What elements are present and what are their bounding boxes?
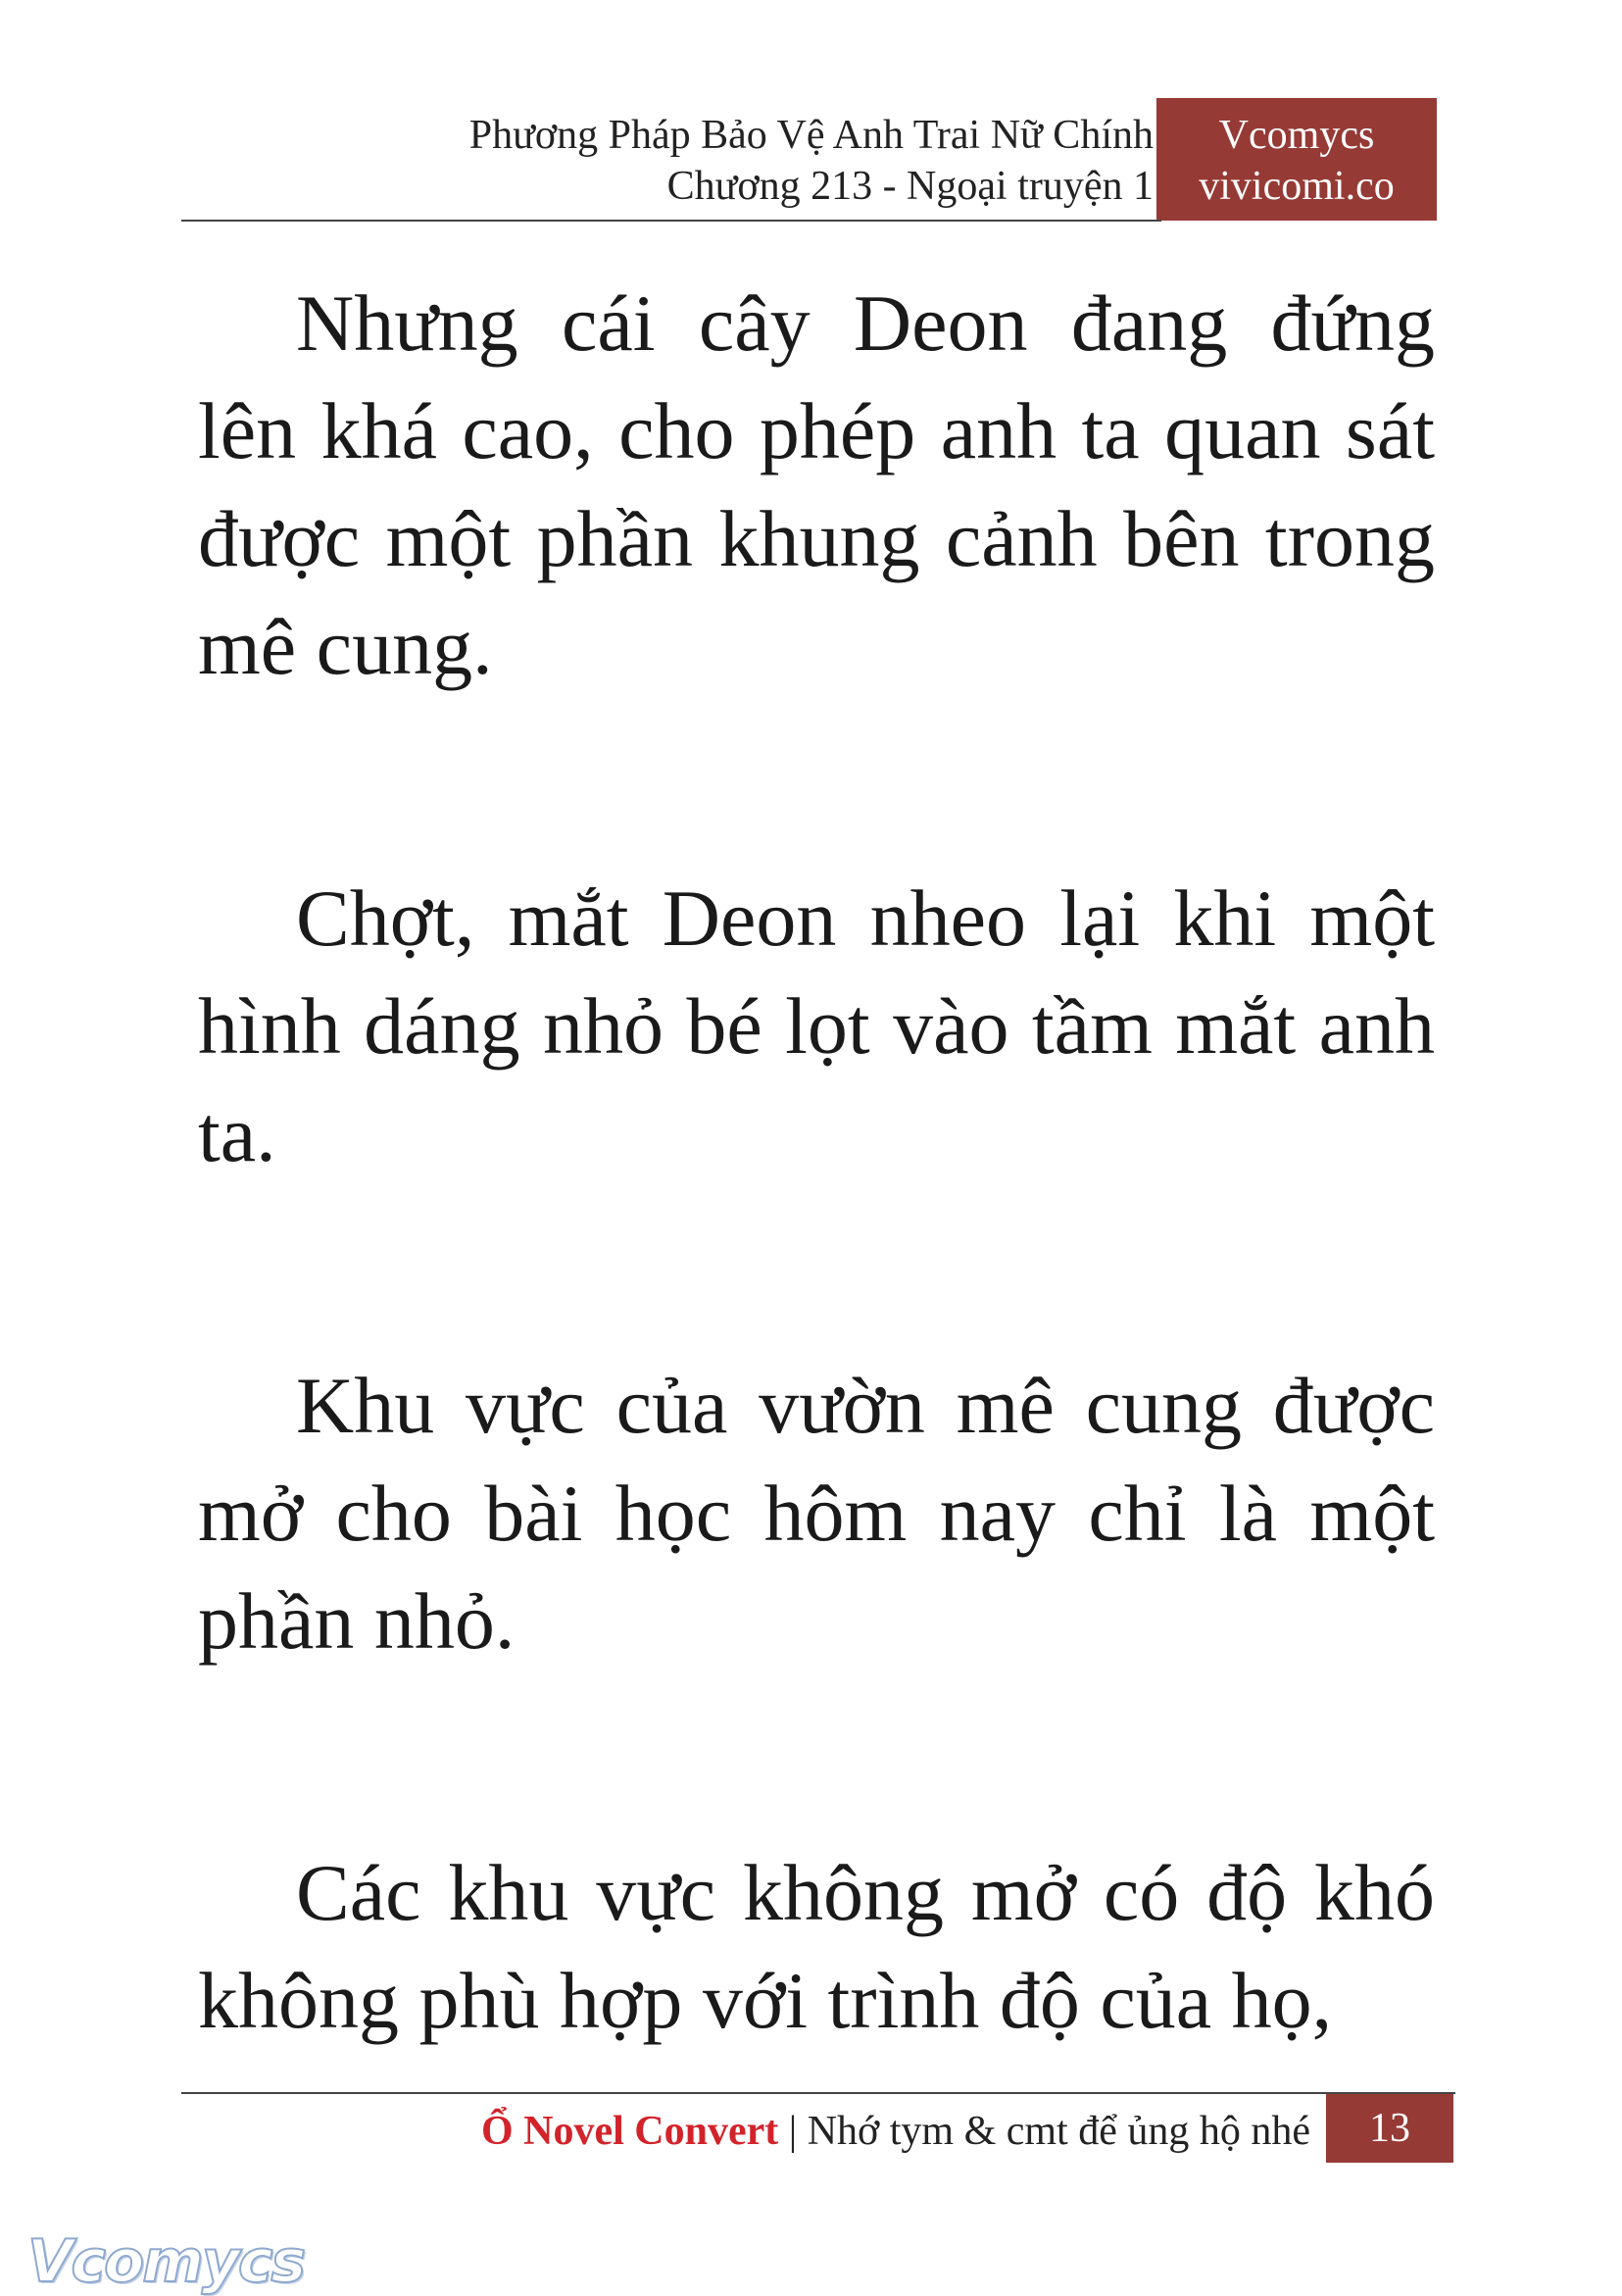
badge-site-name: Vcomycs [1218, 113, 1375, 158]
header-text [469, 110, 1154, 212]
paragraph-2: Chợt, mắt Deon nheo lại khi một hình dáng nhỏ bé lọt vào tầm mắt anh ta. [198, 873, 1435, 1178]
page-body [198, 270, 1435, 2219]
footer-message: Nhớ tym & cmt để ủng hộ nhé [807, 2109, 1310, 2154]
footer-brand: Ổ Novel Convert [480, 2109, 779, 2154]
footer-separator: | [778, 2109, 808, 2154]
page-number: 13 [1326, 2094, 1453, 2163]
paragraph-4: Các khu vực không mở có độ khó không phù hợp với trình độ của họ, [198, 1848, 1435, 2045]
footer-divider [181, 2092, 1455, 2094]
paragraph-3: Khu vực của vườn mê cung được mở cho bài học hôm nay chỉ là một phần nhỏ. [198, 1361, 1435, 1666]
header-badge [1156, 98, 1437, 221]
chapter-title: Chương 213 - Ngoại truyện 1 [666, 164, 1154, 209]
page-header [0, 0, 1622, 225]
vcomycs-watermark-logo: Vcomycs [27, 2227, 305, 2296]
paragraph-1: Nhưng cái cây Deon đang đứng lên khá cao, cho phép anh ta quan sát được một phần khung cảnh bên trong mê cung. [198, 278, 1435, 691]
book-title: Phương Pháp Bảo Vệ Anh Trai Nữ Chính [468, 113, 1154, 158]
page-footer [481, 2106, 1310, 2157]
header-divider [181, 220, 1161, 222]
badge-site-url: vivicomi.co [1199, 164, 1395, 209]
